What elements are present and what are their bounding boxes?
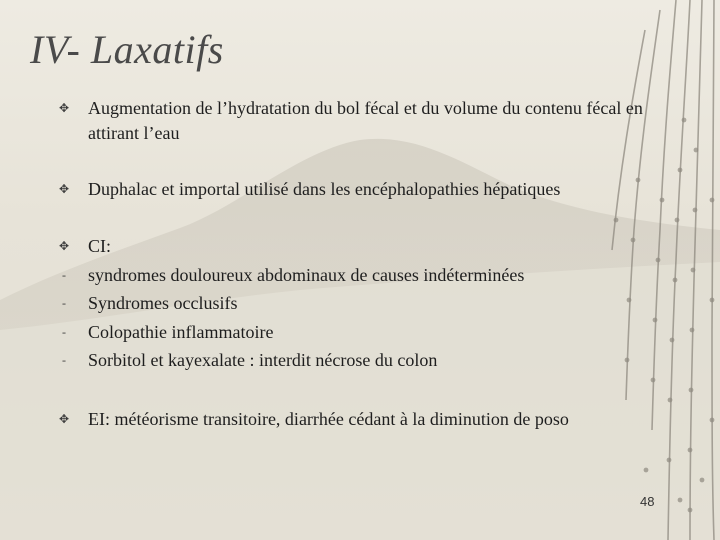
bullet-marker: ✥ [58, 101, 70, 115]
bullet-marker: ✥ [58, 412, 70, 426]
dash-marker: - [62, 268, 66, 282]
bullet-marker: ✥ [58, 239, 70, 253]
bullet-text: Duphalac et importal utilisé dans les encéphalopathies hépatiques [88, 179, 561, 199]
dash-marker: - [62, 296, 66, 310]
bullet-text: Augmentation de l’hydratation du bol fécal et du volume du contenu fécal en attirant l’eau [88, 98, 643, 143]
sub-item-text: Syndromes occlusifs [88, 293, 238, 313]
dash-marker: - [62, 353, 66, 367]
bullet-text: EI: météorisme transitoire, diarrhée cédant à la diminution de poso [88, 409, 569, 429]
page-number: 48 [640, 494, 655, 509]
slide-title: IV- Laxatifs [30, 27, 224, 72]
sub-item-text: syndromes douloureux abdominaux de causes indéterminées [88, 265, 525, 285]
sub-item-text: Sorbitol et kayexalate : interdit nécrose du colon [88, 350, 438, 370]
bullet-marker: ✥ [58, 182, 70, 196]
dash-marker: - [62, 325, 66, 339]
sub-item-text: Colopathie inflammatoire [88, 322, 274, 342]
bullet-text: CI: [88, 236, 112, 256]
